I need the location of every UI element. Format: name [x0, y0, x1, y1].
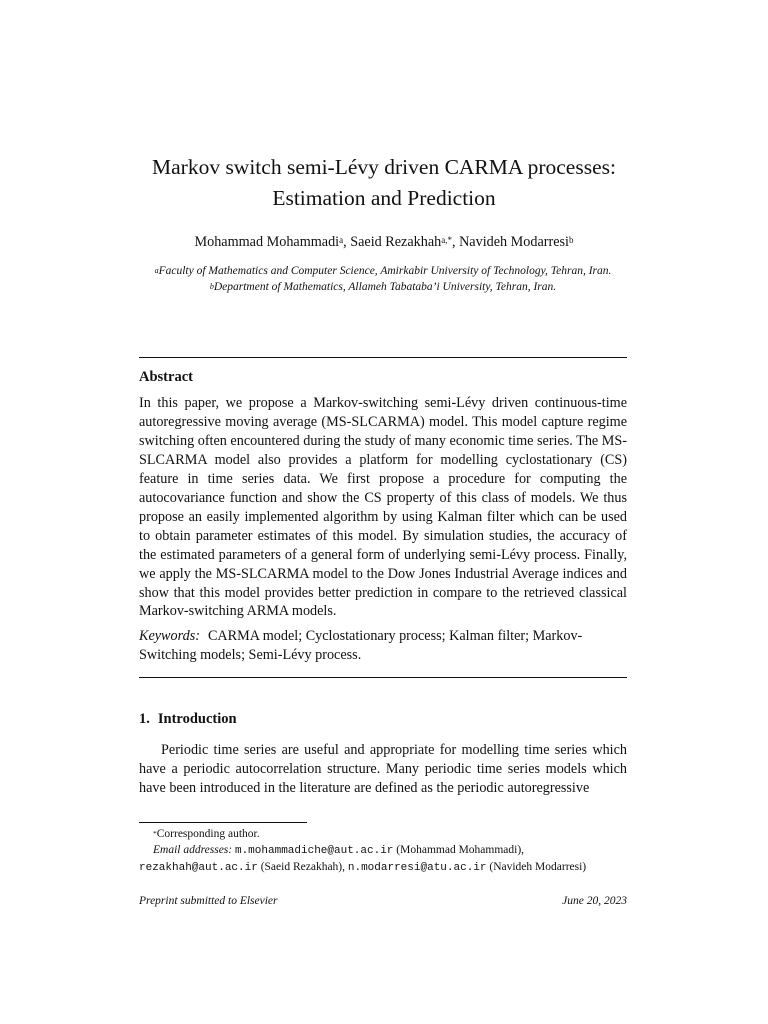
keywords: [139, 627, 627, 665]
keywords-label: Keywords:: [139, 628, 200, 644]
footnotes: [139, 826, 639, 876]
section-number: 1.: [139, 711, 150, 727]
section-body: Periodic time series are useful and appropriate for modelling time series which have a periodic autocorrelation structure. Many periodic time series models which have been introduced in the literature are defined as the periodic autoregressive: [139, 742, 627, 796]
email-line-1: [139, 842, 639, 859]
corresponding-note: *Corresponding author.: [153, 828, 260, 840]
title-line-1: Markov switch semi-Lévy driven CARMA processes:: [152, 155, 616, 179]
email-address: n.modarresi@atu.ac.ir: [347, 862, 487, 874]
email-owner: (Saeid Rezakhah),: [260, 861, 345, 873]
preprint-date: June 20, 2023: [562, 895, 627, 907]
paper-title: [0, 152, 768, 214]
author-name: Navideh Modarresi: [459, 234, 569, 250]
section-title: Introduction: [157, 711, 237, 727]
title-line-2: Estimation and Prediction: [272, 186, 496, 210]
affiliation-a: $^a$Faculty of Mathematics and Computer Science, Amirkabir University of Technology, Tehran, Iran.: [154, 265, 612, 277]
abstract-heading: Abstract: [139, 369, 193, 385]
affiliation-b: $^b$Department of Mathematics, Allameh Tabataba’i University, Tehran, Iran.: [209, 281, 557, 293]
affiliations: [138, 263, 628, 295]
author-name: Saeid Rezakhah: [350, 234, 442, 250]
email-owner: (Mohammad Mohammadi),: [396, 844, 525, 856]
author-affil-mark: b: [568, 235, 574, 245]
footnote-rule: [139, 822, 307, 823]
abstract-top-rule: [139, 357, 627, 358]
email-owner: (Navideh Modarresi): [489, 861, 587, 873]
preprint-note: Preprint submitted to Elsevier: [139, 895, 278, 907]
author-affil-mark: a: [339, 235, 344, 245]
email-address: rezakhah@aut.ac.ir: [139, 862, 258, 874]
author-list: Mohammad Mohammadi$^a$, Saeid Rezakhah$^{a,*}$, Navideh Modarresi$^b$: [194, 234, 574, 250]
section-heading: [139, 711, 237, 728]
email-label: Email addresses:: [153, 844, 233, 856]
author-name: Mohammad Mohammadi: [194, 234, 340, 250]
abstract-body: In this paper, we propose a Markov-switching semi-Lévy driven continuous-time autoregressive moving average (MS-SLCARMA) model. This model capture regime switching often encountered during the study of many economic time series. The MS-SLCARMA model also provides a platform for modelling cyclostationary (CS) feature in time series data. We first propose a procedure for computing the autocovariance function and show the CS property of this class of models. We thus propose an easily implemented algorithm by using Kalman filter which can be used to obtain parameter estimates of this model. By simulation studies, the accuracy of the estimated parameters of a general form of underlying semi-Lévy process. Finally, we apply the MS-SLCARMA model to the Dow Jones Industrial Average indices and show that this model provides better prediction in compare to the retrieved classical Markov-switching ARMA models.: [139, 395, 627, 620]
email-line-2: [139, 859, 639, 876]
keywords-text: CARMA model; Cyclostationary process; Kalman filter; Markov-Switching models; Semi-Lévy process.: [139, 628, 583, 663]
author-affil-mark: a,*: [441, 235, 452, 245]
abstract-bottom-rule: [139, 677, 627, 678]
email-address: m.mohammadiche@aut.ac.ir: [234, 845, 394, 857]
